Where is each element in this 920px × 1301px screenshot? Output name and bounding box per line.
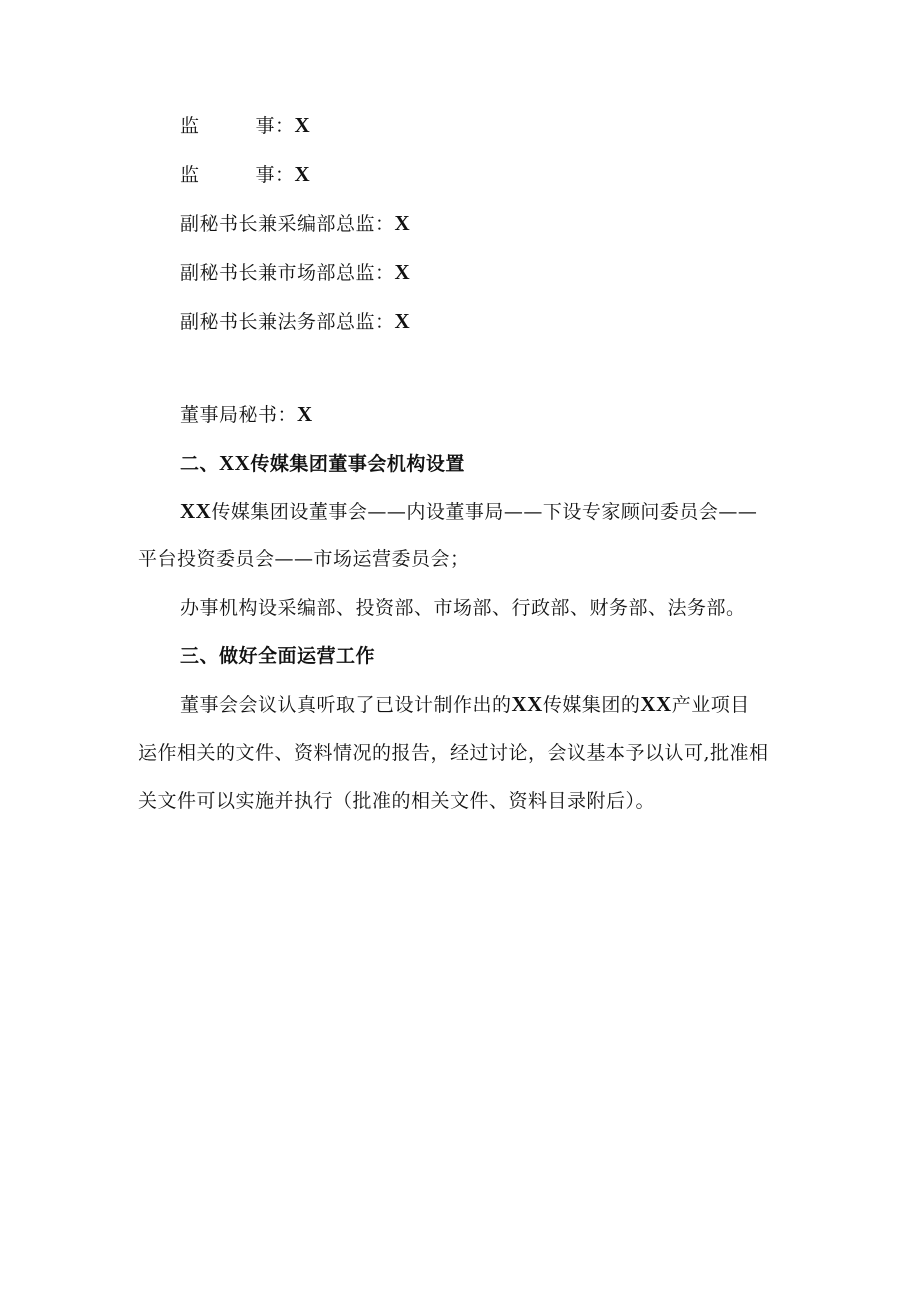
section2-paragraph1-line1: XX传媒集团设董事会——内设董事局——下设专家顾问委员会—— xyxy=(180,499,758,523)
roster-supervisor-1 xyxy=(180,113,310,138)
roster-label: 副秘书长兼市场部总监： xyxy=(180,262,395,284)
roster-label: 监 xyxy=(180,115,200,137)
section2-heading: 二、XX传媒集团董事会机构设置 xyxy=(180,451,465,475)
roster-board-secretary xyxy=(180,402,313,427)
roster-deputy-editorial xyxy=(180,211,410,236)
roster-supervisor-2 xyxy=(180,162,310,187)
roster-label: 监 xyxy=(180,164,200,186)
roster-label: 事： xyxy=(255,115,295,137)
roster-value: X xyxy=(394,260,411,284)
section3-paragraph-line2: 运作相关的文件、资料情况的报告，经过讨论，会议基本予以认可,批准相 xyxy=(138,742,769,764)
roster-value: X xyxy=(294,113,311,137)
section2-paragraph1-line2: 平台投资委员会——市场运营委员会； xyxy=(138,548,470,570)
roster-label: 副秘书长兼法务部总监： xyxy=(180,311,395,333)
roster-label: 事： xyxy=(255,164,295,186)
section3-heading: 三、做好全面运营工作 xyxy=(180,645,376,667)
section3-paragraph-line3: 关文件可以实施并执行（批准的相关文件、资料目录附后）。 xyxy=(138,790,656,812)
roster-label: 董事局秘书： xyxy=(180,404,298,426)
roster-value: X xyxy=(297,402,313,426)
section3-paragraph-line1: 董事会会议认真听取了已设计制作出的XX传媒集团的XX产业项目 xyxy=(180,692,750,716)
roster-deputy-market xyxy=(180,260,410,285)
roster-label: 副秘书长兼采编部总监： xyxy=(180,213,395,235)
roster-deputy-legal xyxy=(180,309,410,334)
roster-value: X xyxy=(294,162,311,186)
roster-value: X xyxy=(394,309,411,333)
section2-paragraph2: 办事机构设采编部、投资部、市场部、行政部、财务部、法务部。 xyxy=(180,597,746,619)
roster-value: X xyxy=(394,211,411,235)
